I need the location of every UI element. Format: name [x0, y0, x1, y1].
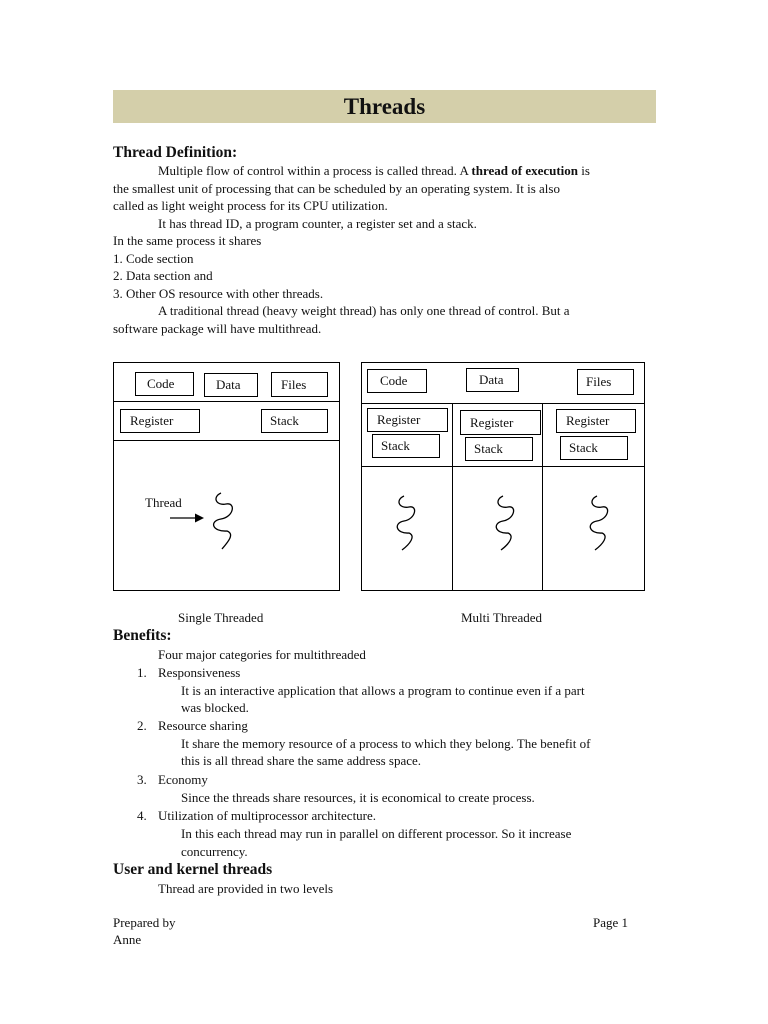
footer-page-number: Page 1 — [593, 915, 629, 930]
benefits-heading: Benefits: — [113, 627, 172, 644]
benefit-4-number: 4. — [137, 808, 147, 823]
definition-paragraph-line3: called as light weight process for its CPU utilization. — [113, 198, 388, 213]
single-code-label: Code — [147, 376, 175, 391]
benefit-2-title: Resource sharing — [158, 718, 248, 733]
shares-item-2: 2. Data section and — [113, 268, 213, 283]
definition-paragraph-line2: the smallest unit of processing that can be scheduled by an operating system. It is also — [113, 180, 560, 196]
multi-register-label-2: Register — [470, 415, 514, 430]
footer-author: Anne — [113, 932, 142, 947]
benefits-intro: Four major categories for multithreaded — [158, 647, 366, 662]
definition-heading: Thread Definition: — [113, 144, 238, 161]
multi-files-label: Files — [586, 374, 612, 389]
benefit-3-title: Economy — [158, 772, 208, 787]
definition-paragraph-3: In the same process it shares — [113, 233, 262, 248]
single-files-label: Files — [281, 377, 307, 392]
benefit-2-number: 2. — [137, 718, 147, 733]
multi-register-label-3: Register — [566, 413, 610, 428]
multi-threaded-caption: Multi Threaded — [461, 610, 542, 625]
benefit-4-title: Utilization of multiprocessor architecture. — [158, 808, 377, 823]
benefit-4-desc-line2: concurrency. — [181, 844, 248, 859]
page-title: Threads — [343, 94, 426, 119]
benefit-1-desc-line2: was blocked. — [181, 700, 249, 715]
multi-stack-label-3: Stack — [569, 440, 598, 455]
benefit-2-desc-line2: this is all thread share the same address space. — [181, 753, 422, 768]
footer-prepared-by: Prepared by — [113, 915, 176, 930]
benefit-1-number: 1. — [137, 665, 147, 680]
multi-stack-label-1: Stack — [381, 438, 410, 453]
shares-item-1: 1. Code section — [113, 250, 194, 266]
single-threaded-caption: Single Threaded — [178, 610, 264, 625]
shares-item-3: 3. Other OS resource with other threads. — [113, 285, 324, 301]
definition-paragraph-2: It has thread ID, a program counter, a register set and a stack. — [158, 215, 477, 231]
benefit-1-desc-line1: It is an interactive application that allows a program to continue even if a part — [181, 683, 585, 698]
user-kernel-text: Thread are provided in two levels — [158, 881, 334, 896]
user-kernel-heading: User and kernel threads — [113, 861, 273, 878]
thread-label: Thread — [145, 495, 182, 510]
multi-stack-label-2: Stack — [474, 441, 503, 456]
benefit-4-desc-line1: In this each thread may run in parallel on different processor. So it increase — [181, 826, 572, 841]
benefit-2-desc-line1: It share the memory resource of a process to which they belong. The benefit of — [181, 736, 591, 751]
definition-paragraph-4-line2: software package will have multithread. — [113, 320, 322, 336]
definition-paragraph-4-line1: A traditional thread (heavy weight thread) has only one thread of control. But a — [158, 303, 570, 318]
definition-bold-term: thread of execution — [471, 163, 579, 178]
definition-text-end: is — [578, 163, 590, 178]
benefit-3-desc-line1: Since the threads share resources, it is economical to create process. — [181, 790, 535, 805]
single-register-label: Register — [130, 413, 174, 428]
multi-register-label-1: Register — [377, 412, 421, 427]
multi-data-label: Data — [479, 372, 504, 387]
benefit-1-title: Responsiveness — [158, 665, 241, 680]
multi-code-label: Code — [380, 373, 408, 388]
single-data-label: Data — [216, 377, 241, 392]
single-stack-label: Stack — [270, 413, 299, 428]
definition-text: Multiple flow of control within a process is called thread. A — [158, 163, 472, 178]
benefit-3-number: 3. — [137, 772, 147, 787]
